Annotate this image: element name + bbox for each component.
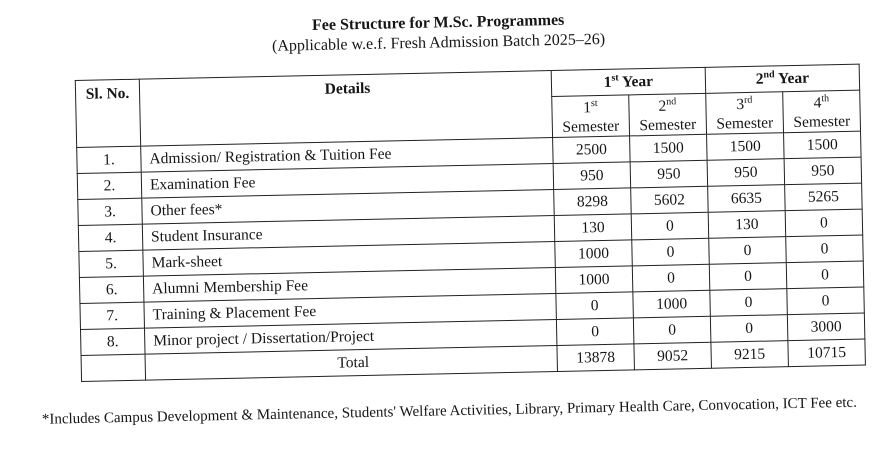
row-details: Admission/ Registration & Tuition Fee [141, 138, 553, 173]
row-details: Examination Fee [141, 164, 553, 199]
row-sem4: 3000 [787, 313, 865, 341]
row-sem4: 0 [785, 209, 863, 237]
year-2-header: 2nd Year [705, 64, 860, 93]
row-sem3: 0 [710, 289, 788, 317]
row-sl: 7. [80, 302, 145, 329]
row-sem2: 0 [633, 316, 711, 344]
row-sem1: 8298 [554, 188, 632, 216]
semester-3-header: 3rd Semester [706, 92, 784, 135]
semester-4-header: 4th Semester [783, 90, 861, 133]
row-sem1: 2500 [553, 136, 631, 164]
row-sl: 6. [79, 276, 144, 303]
row-sem1: 0 [556, 318, 634, 346]
row-sl: 1. [77, 146, 142, 173]
total-sem1: 13878 [557, 344, 635, 372]
col-sl-header: Sl. No. [75, 79, 140, 147]
row-sem2: 0 [632, 264, 710, 292]
total-sem3: 9215 [711, 341, 789, 369]
year-1-header: 1st Year [551, 67, 706, 96]
row-sem2: 1500 [630, 134, 708, 162]
row-sem3: 0 [710, 315, 788, 343]
row-sem3: 1500 [707, 133, 785, 161]
row-details: Minor project / Dissertation/Project [144, 320, 556, 355]
row-sem1: 1000 [555, 240, 633, 268]
row-sem2: 1000 [633, 290, 711, 318]
row-sem3: 130 [708, 211, 786, 239]
row-sem4: 950 [784, 157, 862, 185]
row-sem1: 130 [554, 214, 632, 242]
row-sl: 3. [78, 198, 143, 225]
row-sem3: 6635 [708, 185, 786, 213]
row-sem1: 0 [556, 292, 634, 320]
total-sem2: 9052 [634, 342, 712, 370]
col-details-header: Details [139, 71, 552, 147]
row-sem4: 1500 [784, 131, 862, 159]
semester-2-header: 2nd Semester [629, 93, 707, 136]
row-sem4: 5265 [785, 183, 863, 211]
total-sl-empty [81, 354, 146, 381]
row-sem4: 0 [786, 261, 864, 289]
total-sem4: 10715 [788, 339, 866, 367]
row-sem4: 0 [786, 235, 864, 263]
row-details: Other fees* [142, 190, 554, 225]
row-sl: 2. [77, 172, 142, 199]
row-sem2: 5602 [631, 186, 709, 214]
row-sl: 8. [80, 328, 145, 355]
row-details: Training & Placement Fee [144, 294, 556, 329]
row-sem3: 0 [709, 263, 787, 291]
row-sem2: 0 [631, 212, 709, 240]
semester-1-header: 1st Semester [552, 95, 630, 138]
row-sem3: 0 [709, 237, 787, 265]
row-details: Student Insurance [142, 216, 554, 251]
row-sl: 5. [79, 250, 144, 277]
row-sem2: 950 [630, 160, 708, 188]
row-sem1: 1000 [555, 266, 633, 294]
row-sem2: 0 [632, 238, 710, 266]
footnote: *Includes Campus Development & Maintenance, Students' Welfare Activities, Library, Primary Health Care, Convocation, ICT Fee etc. [41, 394, 858, 428]
page-subtitle: (Applicable w.e.f. Fresh Admission Batch 2025–26) [271, 30, 606, 55]
fee-table [75, 64, 866, 382]
row-details: Mark-sheet [143, 242, 555, 277]
row-sem1: 950 [553, 162, 631, 190]
total-label: Total [145, 345, 557, 380]
row-sem4: 0 [787, 287, 865, 315]
row-sem3: 950 [707, 159, 785, 187]
row-sl: 4. [78, 224, 143, 251]
page-title: Fee Structure for M.Sc. Programmes [311, 11, 565, 35]
row-details: Alumni Membership Fee [143, 268, 555, 303]
